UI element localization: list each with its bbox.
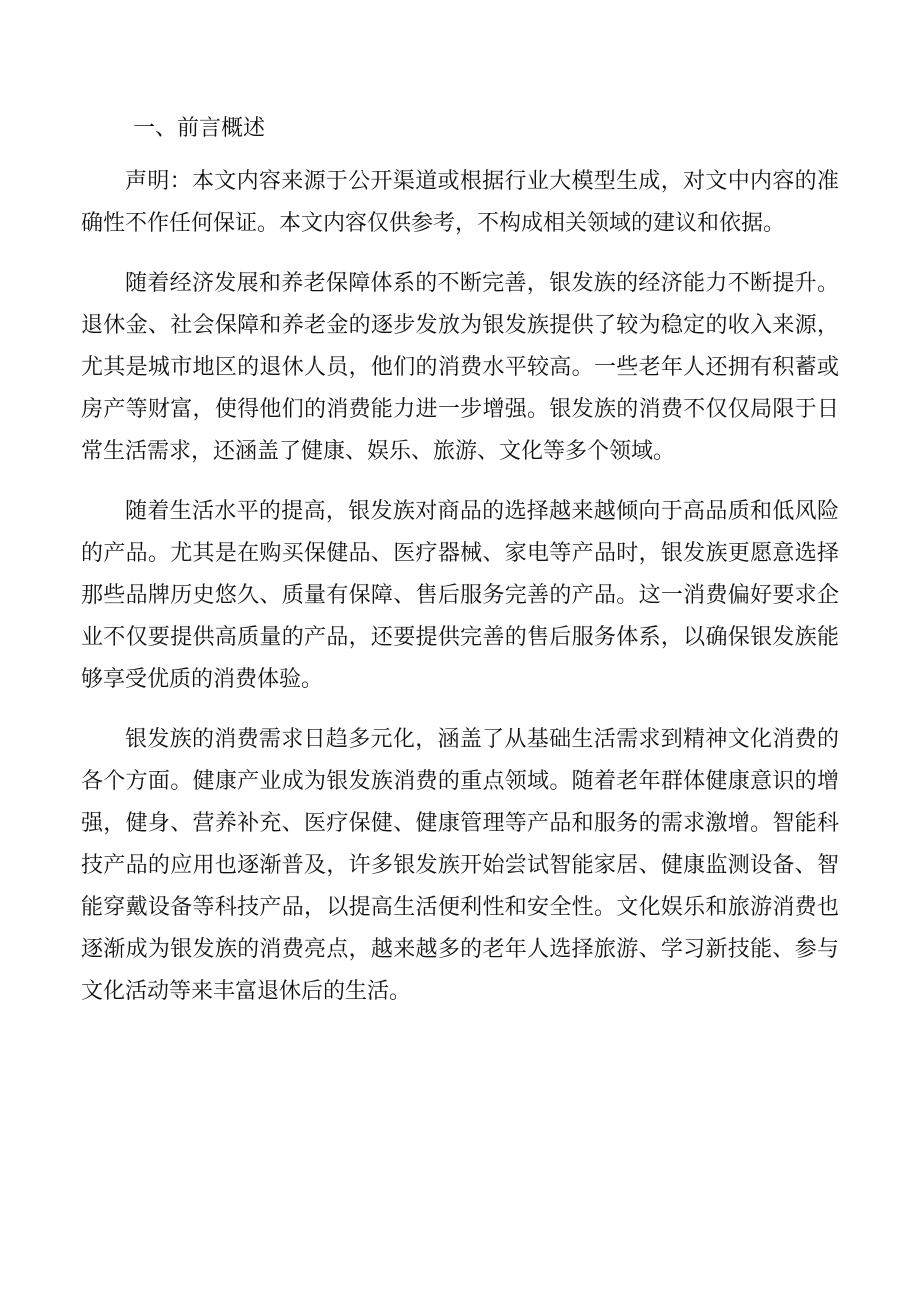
- body-paragraph: 随着经济发展和养老保障体系的不断完善，银发族的经济能力不断提升。退休金、社会保障和养老金的逐步发放为银发族提供了较为稳定的收入来源，尤其是城市地区的退休人员，他们的消费水平较高。一些老年人还拥有积蓄或房产等财富，使得他们的消费能力进一步增强。银发族的消费不仅仅局限于日常生活需求，还涵盖了健康、娱乐、旅游、文化等多个领域。: [81, 271, 839, 464]
- body-paragraph: 随着生活水平的提高，银发族对商品的选择越来越倾向于高品质和低风险的产品。尤其是在购买保健品、医疗器械、家电等产品时，银发族更愿意选择那些品牌历史悠久、质量有保障、售后服务完善的产品。这一消费偏好要求企业不仅要提供高质量的产品，还要提供完善的售后服务体系，以确保银发族能够享受优质的消费体验。: [81, 499, 839, 692]
- document-body: [81, 108, 839, 1031]
- disclaimer-paragraph: 声明：本文内容来源于公开渠道或根据行业大模型生成，对文中内容的准确性不作任何保证。本文内容仅供参考，不构成相关领域的建议和依据。: [81, 169, 839, 236]
- section-heading: 一、前言概述: [133, 116, 266, 141]
- body-paragraph: 银发族的消费需求日趋多元化，涵盖了从基础生活需求到精神文化消费的各个方面。健康产业成为银发族消费的重点领域。随着老年群体健康意识的增强，健身、营养补充、医疗保健、健康管理等产品和服务的需求激增。智能科技产品的应用也逐渐普及，许多银发族开始尝试智能家居、健康监测设备、智能穿戴设备等科技产品，以提高生活便利性和安全性。文化娱乐和旅游消费也逐渐成为银发族的消费亮点，越来越多的老年人选择旅游、学习新技能、参与文化活动等来丰富退休后的生活。: [81, 727, 839, 1004]
